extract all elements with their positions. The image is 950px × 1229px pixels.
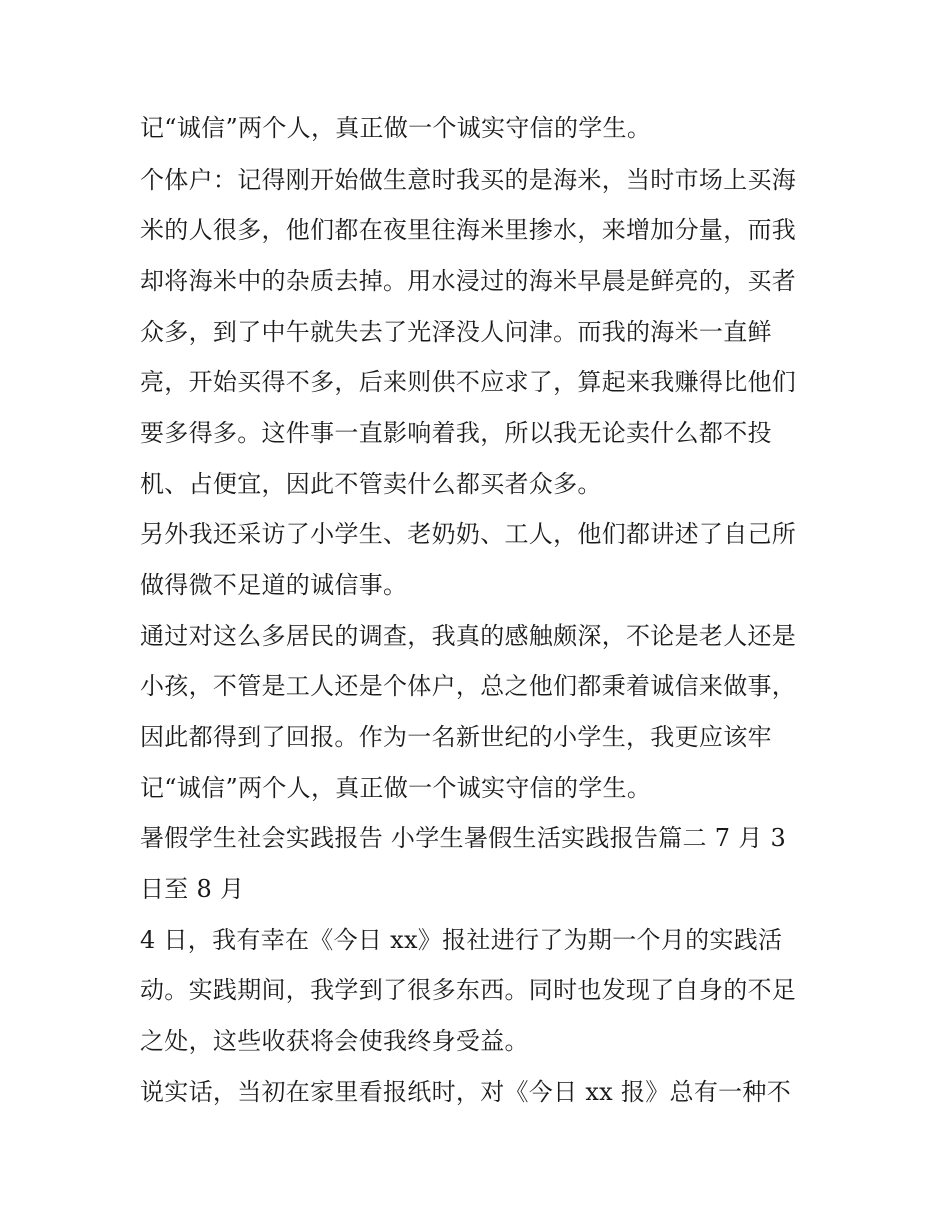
text-line: 之处，这些收获将会使我终身受益。 [140, 1027, 529, 1055]
text-line: 却将海米中的杂质去掉。用水浸过的海米早晨是鲜亮的，买者 [140, 267, 797, 295]
text-line: 亮，开始买得不多，后来则供不应求了，算起来我赚得比他们 [140, 368, 797, 396]
text-line: 日至 8 月 [140, 875, 245, 903]
text-line: 另外我还采访了小学生、老奶奶、工人，他们都讲述了自己所 [140, 520, 797, 548]
text-line: 小孩，不管是工人还是个体户，总之他们都秉着诚信来做事， [140, 672, 797, 700]
text-line: 众多，到了中午就失去了光泽没人问津。而我的海米一直鲜 [140, 318, 772, 346]
text-line: 记“诚信”两个人，真正做一个诚实守信的学生。 [140, 114, 652, 142]
text-line: 做得微不足道的诚信事。 [140, 571, 408, 599]
text-line: 米的人很多，他们都在夜里往海米里掺水，来增加分量，而我 [140, 216, 797, 244]
text-line: 个体户：记得刚开始做生意时我买的是海米，当时市场上买海 [140, 166, 797, 194]
text-line: 4 日，我有幸在《今日 xx》报社进行了为期一个月的实践活 [140, 926, 783, 954]
text-line: 暑假学生社会实践报告 小学生暑假生活实践报告篇二 7 月 3 [140, 824, 787, 852]
text-line: 记“诚信”两个人，真正做一个诚实守信的学生。 [140, 774, 652, 802]
text-line: 通过对这么多居民的调查，我真的感触颇深，不论是老人还是 [140, 622, 797, 650]
text-line: 动。实践期间，我学到了很多东西。同时也发现了自身的不足 [140, 976, 797, 1004]
text-line: 要多得多。这件事一直影响着我，所以我无论卖什么都不投 [140, 419, 772, 447]
text-line: 说实话，当初在家里看报纸时，对《今日 xx 报》总有一种不 [140, 1078, 792, 1106]
text-line: 因此都得到了回报。作为一名新世纪的小学生，我更应该牢 [140, 723, 772, 751]
text-line: 机、占便宜，因此不管卖什么都买者众多。 [140, 470, 602, 498]
